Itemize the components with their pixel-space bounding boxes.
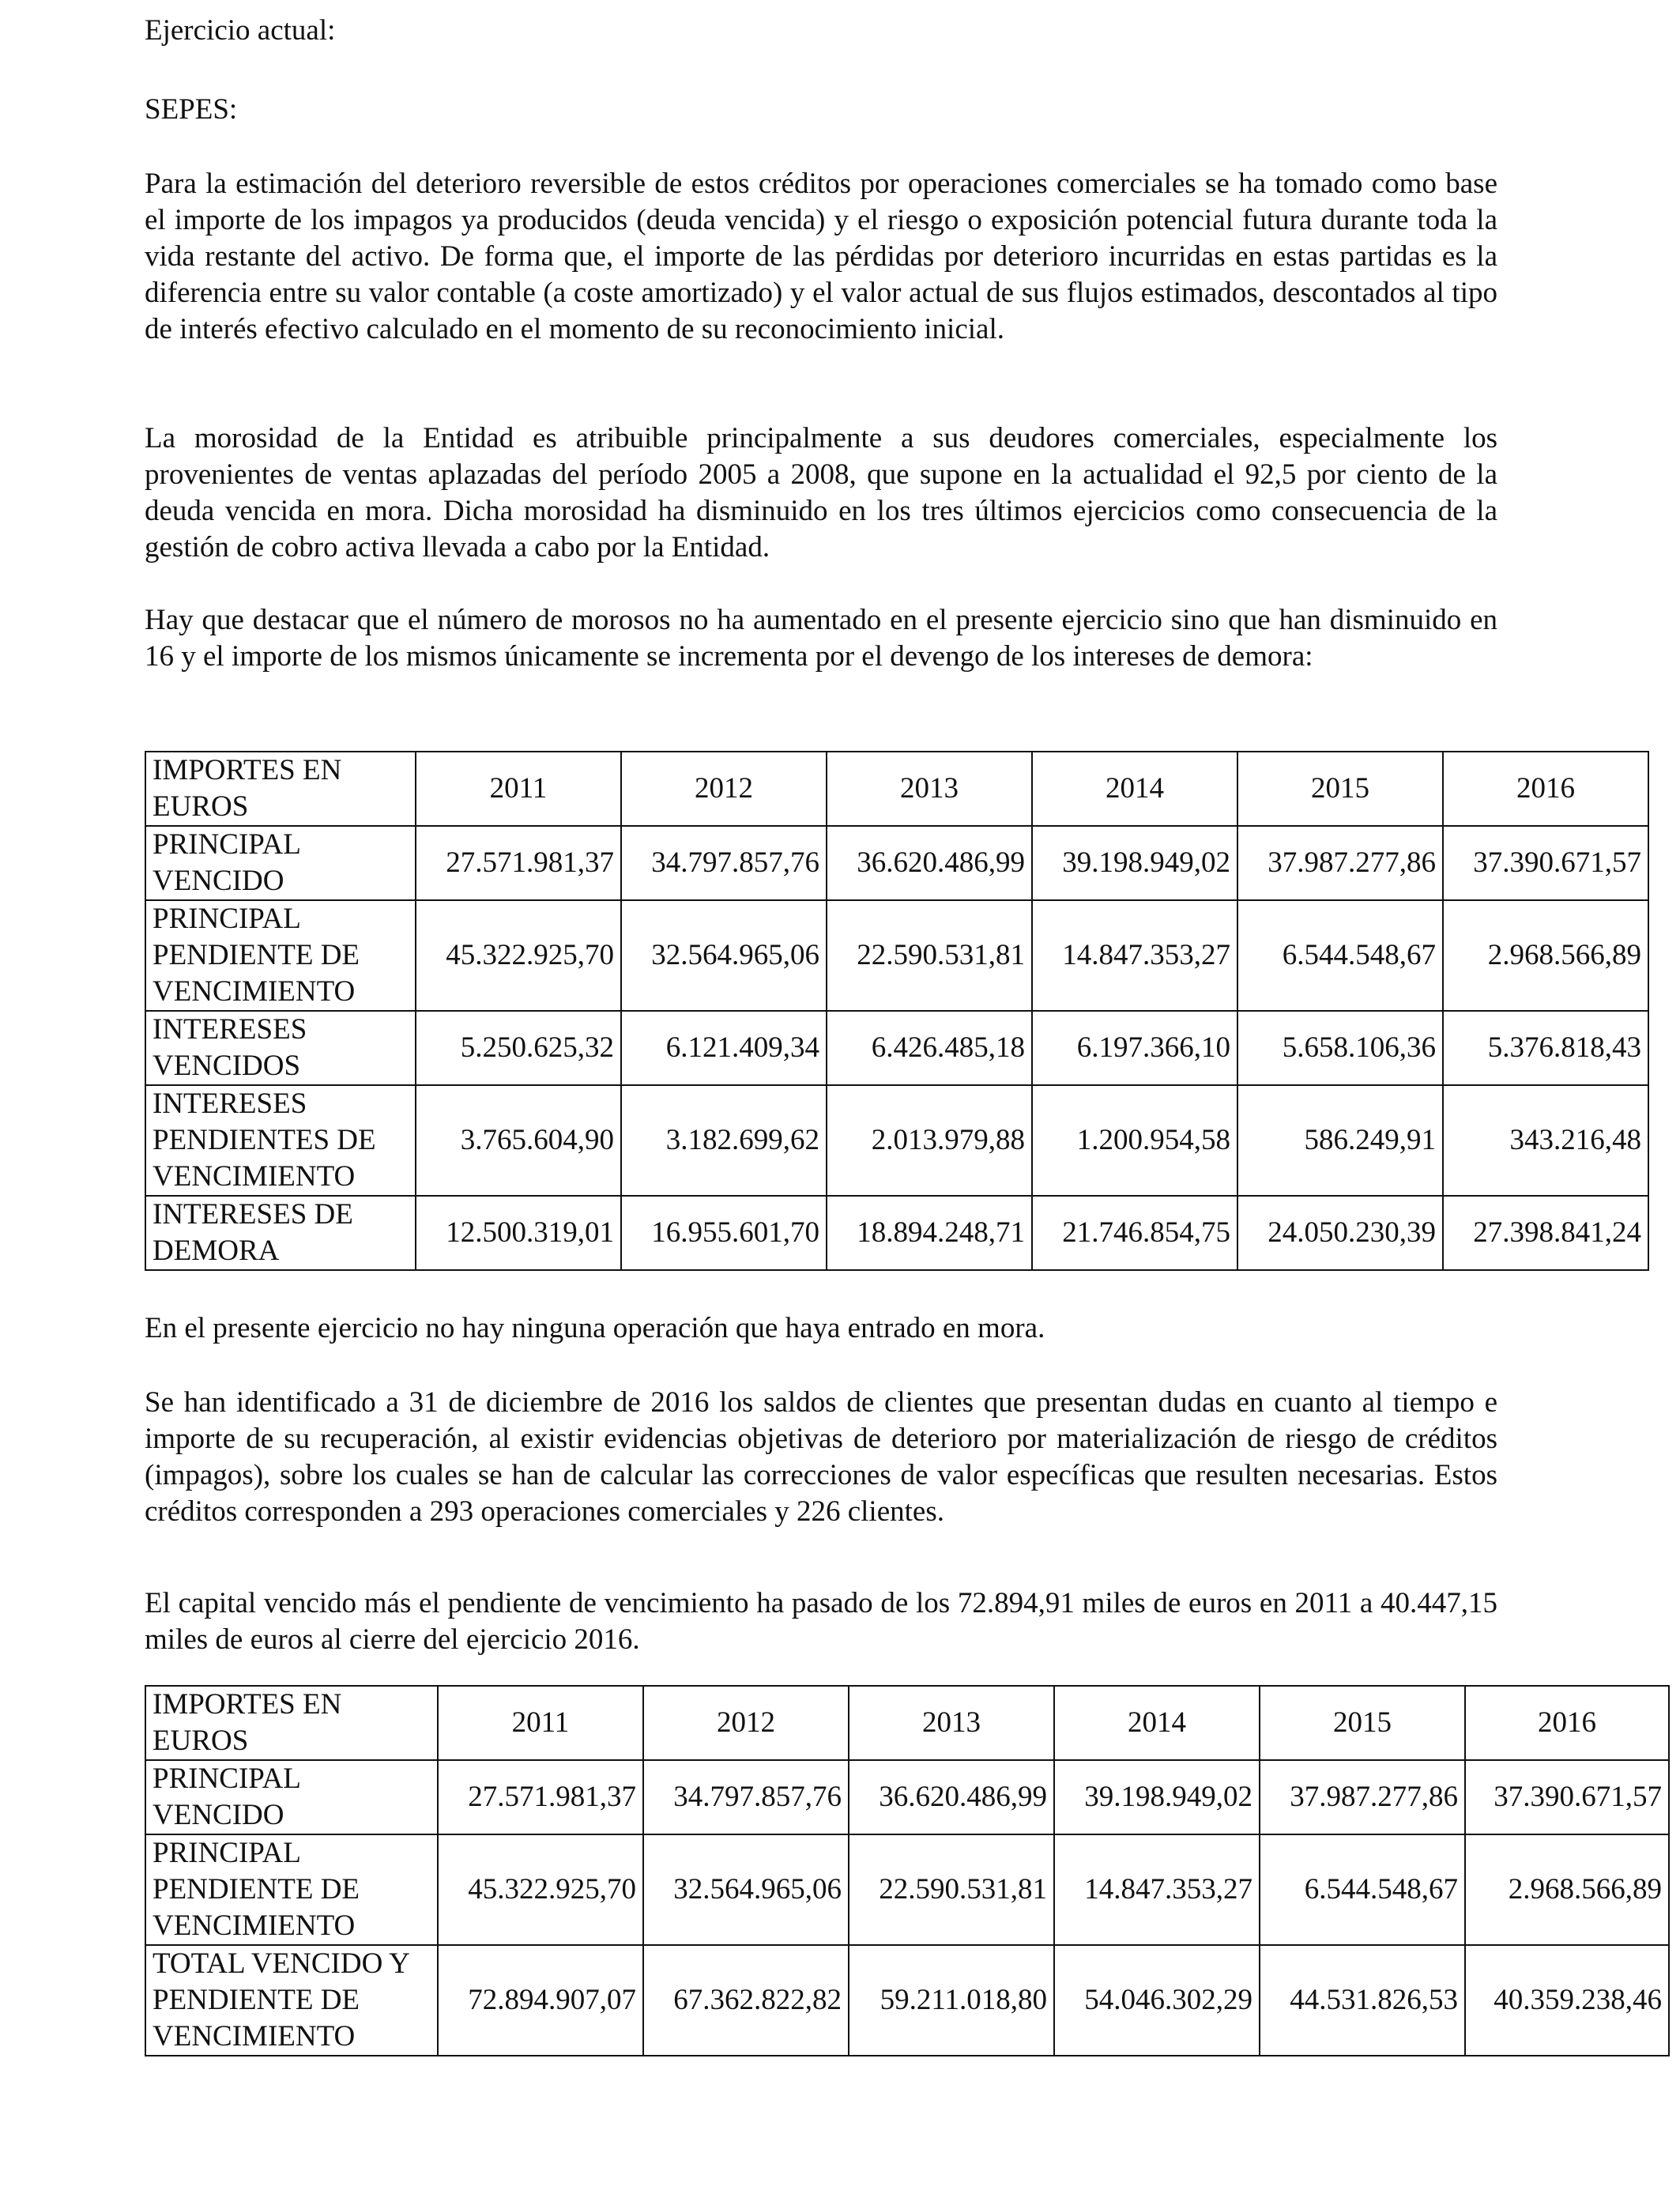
header-cell-year: 2012 bbox=[643, 1686, 849, 1760]
header-cell-year: 2014 bbox=[1032, 752, 1237, 826]
value-cell: 22.590.531,81 bbox=[849, 1834, 1054, 1945]
value-cell: 37.390.671,57 bbox=[1443, 826, 1648, 900]
value-cell: 40.359.238,46 bbox=[1465, 1945, 1669, 2056]
header-cell-label: IMPORTES EN EUROS bbox=[145, 1686, 438, 1760]
paragraph-delinquency: La morosidad de la Entidad es atribuible principalmente a sus deudores comerciales, especialmente los provenientes de ventas aplazadas del período 2005 a 2008, que supone en la actualidad el 92,5 por ciento de la deuda vencida en mora. Dicha morosidad ha disminuido en los tres últimos ejercicios como consecuencia de la gestión de cobro activa llevada a cabo por la Entidad. bbox=[145, 422, 1497, 564]
value-cell: 32.564.965,06 bbox=[621, 900, 827, 1011]
header-cell-label: IMPORTES EN EUROS bbox=[145, 752, 416, 826]
table-row bbox=[145, 1760, 1669, 1834]
value-cell: 1.200.954,58 bbox=[1032, 1085, 1237, 1196]
value-cell: 586.249,91 bbox=[1237, 1085, 1443, 1196]
value-cell: 27.571.981,37 bbox=[438, 1760, 643, 1834]
value-cell: 37.987.277,86 bbox=[1237, 826, 1443, 900]
header-cell-year: 2011 bbox=[416, 752, 621, 826]
paragraph-impairment-estimation: Para la estimación del deterioro reversible de estos créditos por operaciones comerciales se ha tomado como base el importe de los impagos ya producidos (deuda vencida) y el riesgo o exposición potencial futura durante toda la vida restante del activo. De forma que, el importe de las pérdidas por deterioro incurridas en estas partidas es la diferencia entre su valor contable (a coste amortizado) y el valor actual de sus flujos estimados, descontados al tipo de interés efectivo calculado en el momento de su reconocimiento inicial. bbox=[145, 168, 1497, 345]
value-cell: 14.847.353,27 bbox=[1054, 1834, 1260, 1945]
value-cell: 27.398.841,24 bbox=[1443, 1196, 1648, 1270]
header-cell-year: 2016 bbox=[1443, 752, 1648, 826]
value-cell: 37.987.277,86 bbox=[1260, 1760, 1465, 1834]
row-label: PRINCIPAL PENDIENTE DE VENCIMIENTO bbox=[145, 900, 416, 1011]
value-cell: 3.765.604,90 bbox=[416, 1085, 621, 1196]
row-label: PRINCIPAL PENDIENTE DE VENCIMIENTO bbox=[145, 1834, 438, 1945]
paragraph-capital-evolution: El capital vencido más el pendiente de vencimiento ha pasado de los 72.894,91 miles de euros en 2011 a 40.447,15 miles de euros al cierre del ejercicio 2016. bbox=[145, 1587, 1497, 1656]
section-heading: Ejercicio actual: bbox=[145, 14, 336, 47]
paragraph-debtors-count: Hay que destacar que el número de morosos no ha aumentado en el presente ejercicio sino que han disminuido en 16 y el importe de los mismos únicamente se incrementa por el devengo de los intereses de demora: bbox=[145, 604, 1497, 673]
row-label: INTERESES VENCIDOS bbox=[145, 1011, 416, 1085]
value-cell: 39.198.949,02 bbox=[1032, 826, 1237, 900]
row-label: PRINCIPAL VENCIDO bbox=[145, 826, 416, 900]
value-cell: 6.544.548,67 bbox=[1237, 900, 1443, 1011]
table-row bbox=[145, 1196, 1648, 1270]
value-cell: 6.121.409,34 bbox=[621, 1011, 827, 1085]
entity-heading: SEPES: bbox=[145, 93, 238, 126]
table-row bbox=[145, 1011, 1648, 1085]
value-cell: 343.216,48 bbox=[1443, 1085, 1648, 1196]
table-row bbox=[145, 900, 1648, 1011]
delinquency-amounts-table bbox=[145, 751, 1649, 1271]
value-cell: 16.955.601,70 bbox=[621, 1196, 827, 1270]
value-cell: 54.046.302,29 bbox=[1054, 1945, 1260, 2056]
header-cell-year: 2012 bbox=[621, 752, 827, 826]
value-cell: 44.531.826,53 bbox=[1260, 1945, 1465, 2056]
value-cell: 59.211.018,80 bbox=[849, 1945, 1054, 2056]
value-cell: 2.013.979,88 bbox=[827, 1085, 1032, 1196]
value-cell: 5.376.818,43 bbox=[1443, 1011, 1648, 1085]
table-row bbox=[145, 1945, 1669, 2056]
value-cell: 32.564.965,06 bbox=[643, 1834, 849, 1945]
value-cell: 5.658.106,36 bbox=[1237, 1011, 1443, 1085]
value-cell: 6.544.548,67 bbox=[1260, 1834, 1465, 1945]
value-cell: 6.426.485,18 bbox=[827, 1011, 1032, 1085]
value-cell: 2.968.566,89 bbox=[1465, 1834, 1669, 1945]
value-cell: 3.182.699,62 bbox=[621, 1085, 827, 1196]
value-cell: 67.362.822,82 bbox=[643, 1945, 849, 2056]
value-cell: 72.894.907,07 bbox=[438, 1945, 643, 2056]
paragraph-no-new-default: En el presente ejercicio no hay ninguna operación que haya entrado en mora. bbox=[145, 1312, 1045, 1344]
header-cell-year: 2015 bbox=[1260, 1686, 1465, 1760]
header-cell-year: 2013 bbox=[827, 752, 1032, 826]
value-cell: 18.894.248,71 bbox=[827, 1196, 1032, 1270]
value-cell: 36.620.486,99 bbox=[849, 1760, 1054, 1834]
value-cell: 6.197.366,10 bbox=[1032, 1011, 1237, 1085]
row-label: INTERESES PENDIENTES DE VENCIMIENTO bbox=[145, 1085, 416, 1196]
header-cell-year: 2014 bbox=[1054, 1686, 1260, 1760]
value-cell: 45.322.925,70 bbox=[438, 1834, 643, 1945]
table-row bbox=[145, 1834, 1669, 1945]
principal-totals-table bbox=[145, 1685, 1670, 2056]
value-cell: 22.590.531,81 bbox=[827, 900, 1032, 1011]
row-label: PRINCIPAL VENCIDO bbox=[145, 1760, 438, 1834]
table-row bbox=[145, 1085, 1648, 1196]
value-cell: 27.571.981,37 bbox=[416, 826, 621, 900]
value-cell: 39.198.949,02 bbox=[1054, 1760, 1260, 1834]
row-label: INTERESES DE DEMORA bbox=[145, 1196, 416, 1270]
value-cell: 37.390.671,57 bbox=[1465, 1760, 1669, 1834]
header-cell-year: 2011 bbox=[438, 1686, 643, 1760]
table-header-row bbox=[145, 1686, 1669, 1760]
value-cell: 5.250.625,32 bbox=[416, 1011, 621, 1085]
header-cell-year: 2016 bbox=[1465, 1686, 1669, 1760]
table-row bbox=[145, 826, 1648, 900]
row-label: TOTAL VENCIDO Y PENDIENTE DE VENCIMIENTO bbox=[145, 1945, 438, 2056]
value-cell: 2.968.566,89 bbox=[1443, 900, 1648, 1011]
value-cell: 45.322.925,70 bbox=[416, 900, 621, 1011]
header-cell-year: 2015 bbox=[1237, 752, 1443, 826]
value-cell: 12.500.319,01 bbox=[416, 1196, 621, 1270]
value-cell: 24.050.230,39 bbox=[1237, 1196, 1443, 1270]
value-cell: 14.847.353,27 bbox=[1032, 900, 1237, 1011]
value-cell: 36.620.486,99 bbox=[827, 826, 1032, 900]
table-header-row bbox=[145, 752, 1648, 826]
value-cell: 34.797.857,76 bbox=[643, 1760, 849, 1834]
value-cell: 34.797.857,76 bbox=[621, 826, 827, 900]
header-cell-year: 2013 bbox=[849, 1686, 1054, 1760]
value-cell: 21.746.854,75 bbox=[1032, 1196, 1237, 1270]
paragraph-identified-balances: Se han identificado a 31 de diciembre de 2016 los saldos de clientes que presentan dudas en cuanto al tiempo e importe de su recuperación, al existir evidencias objetivas de deterioro por materialización de riesgo de créditos (impagos), sobre los cuales se han de calcular las correcciones de valor específicas que resulten necesarias. Estos créditos corresponden a 293 operaciones comerciales y 226 clientes. bbox=[145, 1386, 1497, 1528]
